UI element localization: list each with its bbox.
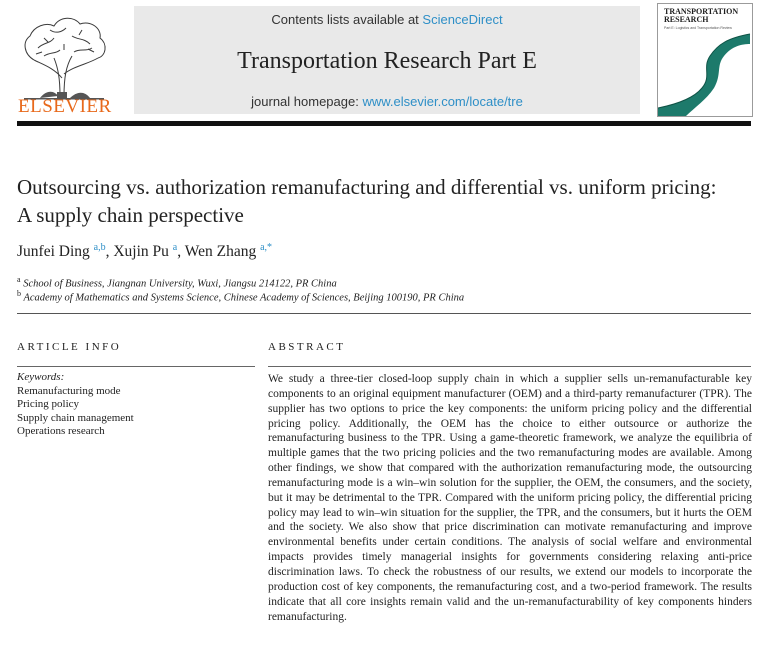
keywords-label: Keywords: [17, 371, 65, 383]
affiliation-text: Academy of Mathematics and Systems Science, Chinese Academy of Sciences, Beijing 100190, PR China [23, 292, 465, 304]
affiliation-mark: b [17, 289, 21, 298]
journal-title: Transportation Research Part E [237, 48, 537, 74]
homepage-link[interactable]: www.elsevier.com/locate/tre [362, 94, 523, 109]
homepage-prefix: journal homepage: [251, 94, 363, 109]
cover-subtitle: Part E: Logistics and Transportation Review [664, 26, 732, 30]
affiliation-a [17, 275, 337, 290]
keyword-item: Pricing policy [17, 398, 80, 410]
journal-cover[interactable] [657, 3, 753, 117]
article-info-heading: ARTICLE INFO [17, 341, 122, 353]
author-affiliation-marks[interactable]: a [172, 242, 178, 253]
journal-header [134, 6, 640, 114]
article-title: Outsourcing vs. authorization remanufacturing and differential vs. uniform pricing: A supply chain perspective [17, 175, 717, 227]
article-info-divider [17, 366, 255, 367]
author-name[interactable]: Wen Zhang [184, 243, 257, 261]
author-name[interactable]: Xujin Pu [113, 243, 169, 261]
affiliation-text: School of Business, Jiangnan University, Wuxi, Jiangsu 214122, PR China [23, 278, 337, 290]
cover-title-line2: RESEARCH [664, 15, 709, 24]
cover-title-line1: TRANSPORTATION [664, 7, 739, 16]
cover-road-graphic [658, 4, 752, 116]
homepage-line [134, 94, 640, 109]
affiliation-mark: a [17, 275, 21, 284]
abstract-text: We study a three-tier closed-loop supply chain in which a supplier sells un-remanufacturable key components to an original equipment manufacturer (OEM) and a third-party remanufacturer (TPR). The supplier has two options to price the key components: the uniform pricing policy and the differential pricing policy. Additionally, the OEM has the choice to either outsource or authorize the remanufacturing business to the TPR. Using a game-theoretic framework, we analyze the equilibria of multiple games that the two pricing policies and the two remanufacturing modes are available. Among other findings, we show that compared with the authorization remanufacturing mode, the outsourcing remanufacturing mode is a win–win solution for the supplier, the OEM, the consumers, and the society, but it may be detrimental to the TPR. Compared with the uniform pricing policy, the differential pricing policy may lead to win–win situation for the supplier, the TPR, and the consumers, but it hurts the OEM and the society. We also show that price discrimination can motivate remanufacturing and improve environmental benefits under certain conditions. The analysis of social welfare and environmental impacts provides timely managerial insights for governments considering relaxing anti-price discrimination laws. To check the robustness of our results, we extend our models to incorporate the production cost of key components, the remanufacturing cost, and a two-period framework. The results indicate that all core insights remain valid and the un-remanufacturability of key components hinders remanufacturing. [268, 373, 752, 623]
abstract-heading: ABSTRACT [268, 341, 346, 353]
author-list: Junfei Ding $^{a,b}$, Xujin Pu $^a$, Wen Zhang $^{a,*}$ [17, 242, 273, 261]
title-block-divider [17, 313, 751, 314]
contents-line [134, 12, 640, 27]
publisher-name: ELSEVIER [18, 96, 112, 117]
author-name[interactable]: Junfei Ding [17, 243, 90, 261]
keyword-item: Remanufacturing mode [17, 384, 121, 397]
header-divider [17, 121, 751, 126]
keyword-item: Operations research [17, 425, 105, 437]
author-affiliation-marks[interactable]: a,* [260, 242, 273, 253]
author-affiliation-marks[interactable]: a,b [93, 242, 106, 253]
affiliation-b [17, 289, 464, 304]
abstract-divider [268, 366, 751, 367]
contents-prefix: Contents lists available at [271, 12, 423, 27]
sciencedirect-link[interactable]: ScienceDirect [422, 12, 503, 27]
keyword-item: Supply chain management [17, 411, 134, 424]
keywords-list [17, 371, 134, 439]
